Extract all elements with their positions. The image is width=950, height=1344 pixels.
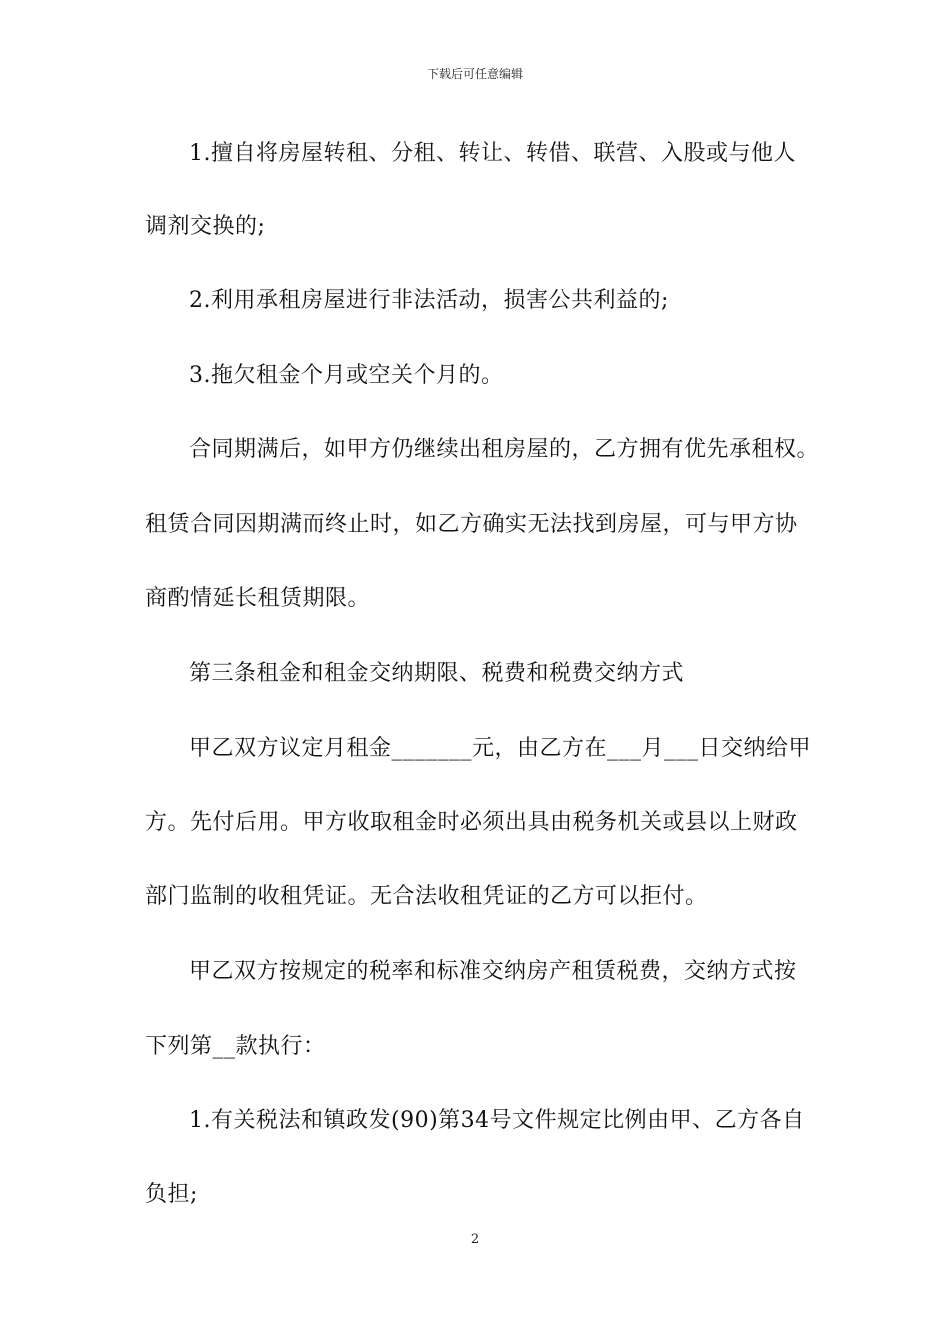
paragraph-line: 合同期满后，如甲方仍继续出租房屋的，乙方拥有优先承租权。 bbox=[189, 437, 820, 462]
paragraph-line: 方。先付后用。甲方收取租金时必须出具由税务机关或县以上财政 bbox=[145, 810, 798, 835]
paragraph-line: 甲乙双方按规定的税率和标准交纳房产租赁税费，交纳方式按 bbox=[189, 959, 797, 984]
paragraph-line: 3.拖欠租金个月或空关个月的。 bbox=[189, 363, 504, 388]
paragraph-line: 租赁合同因期满而终止时，如乙方确实无法找到房屋，可与甲方协 bbox=[145, 512, 798, 537]
paragraph-line: 部门监制的收租凭证。无合法收租凭证的乙方可以拒付。 bbox=[145, 884, 708, 909]
paragraph-line: 2.利用承租房屋进行非法活动，损害公共利益的; bbox=[189, 288, 669, 313]
paragraph-line: 下列第__款执行： bbox=[145, 1034, 326, 1059]
section-heading: 第三条租金和租金交纳期限、税费和税费交纳方式 bbox=[189, 661, 685, 686]
paragraph-line: 负担; bbox=[145, 1182, 198, 1207]
paragraph-line: 1.擅自将房屋转租、分租、转让、转借、联营、入股或与他人 bbox=[189, 141, 796, 166]
paragraph-line: 甲乙双方议定月租金_______元，由乙方在___月___日交纳给甲 bbox=[189, 736, 812, 761]
page-header: 下载后可任意编辑 bbox=[426, 67, 523, 81]
paragraph-line: 商酌情延长租赁期限。 bbox=[145, 586, 371, 611]
page-number: 2 bbox=[470, 1232, 480, 1247]
paragraph-line: 1.有关税法和镇政发(90)第34号文件规定比例由甲、乙方各自 bbox=[189, 1108, 805, 1133]
paragraph-line: 调剂交换的; bbox=[145, 214, 266, 239]
